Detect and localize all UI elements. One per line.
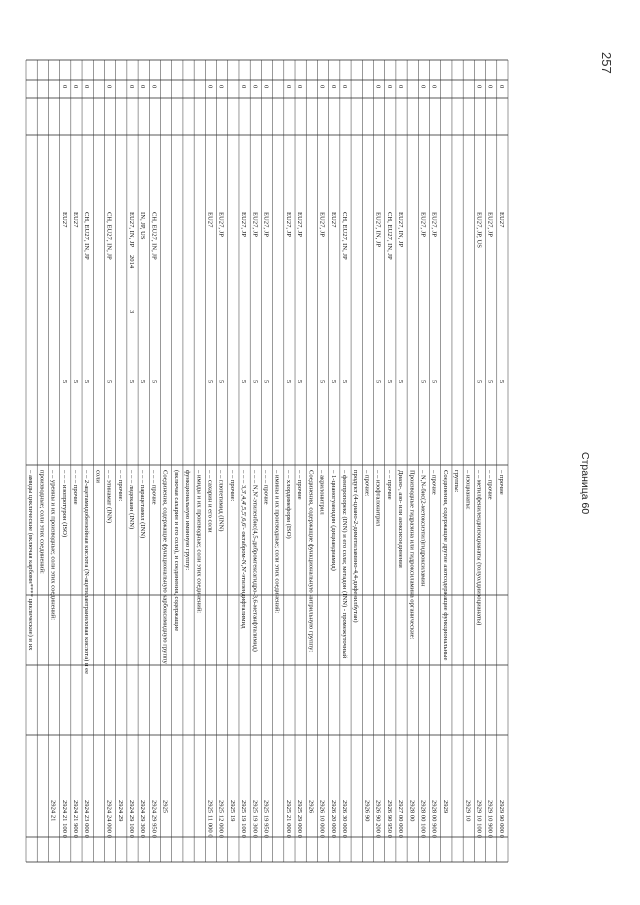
cell-countries: EU27, JP, US	[475, 212, 483, 248]
cell-zero-rate: 0	[397, 85, 405, 89]
cell-zero-rate: 0	[430, 85, 438, 89]
cell-countries: EU27, JP	[217, 212, 225, 237]
cell-countries: CH, EU27, IN, JP	[83, 212, 91, 260]
cell-code: 2925 11 000 0	[206, 800, 214, 838]
cell-zero-rate: 0	[284, 85, 292, 89]
cell-description: – – – прочие	[71, 470, 79, 505]
cell-code: 2926 10 000 0	[318, 800, 326, 838]
cell-description: – – прочие:	[116, 470, 124, 502]
cell-description: – фенпропорекс (INN) и его соли; метадон (INN) - промежуточный	[340, 470, 348, 659]
cell-code: 2925 19	[228, 800, 236, 822]
cell-description: – – – изопротурон (ISO)	[60, 470, 68, 538]
cell-rate: 5	[284, 380, 292, 384]
cell-code: 2929 10	[464, 800, 472, 822]
cell-zero-rate: 0	[71, 85, 79, 89]
cell-description: соли	[94, 470, 102, 483]
cell-description: – – метилфенилендиизоцианаты (толуолдиизоцианаты)	[475, 470, 483, 626]
cell-description: – – – прочие	[150, 470, 158, 505]
cell-code: 2924 29 300 0	[139, 800, 147, 838]
cell-zero-rate: 0	[262, 85, 270, 89]
cell-code: 2924 23 000 0	[83, 800, 91, 838]
cell-description: (включая сахарин и его соли), и соединения, содержащие	[172, 470, 180, 632]
cell-code: 2926 90 200 0	[374, 800, 382, 838]
cell-countries: EU27, JP	[240, 212, 248, 237]
cell-rate: 5	[71, 380, 79, 384]
cell-rate: 5	[318, 380, 326, 384]
cell-code: 2926 90	[363, 800, 371, 822]
cell-zero-rate: 0	[240, 85, 248, 89]
cell-description: – – – 3,3',4,4',5,5',6,6'- октабром-N,N'-этилендифталимид	[240, 470, 248, 629]
cell-description: – прочие	[497, 470, 505, 495]
cell-zero-rate: 0	[419, 85, 427, 89]
cell-zero-rate: 0	[318, 85, 326, 89]
cell-description: – – прочие	[486, 470, 494, 500]
cell-rate: 5	[217, 380, 225, 384]
cell-code: 2926	[307, 800, 315, 814]
cell-countries: EU27, JP	[419, 212, 427, 237]
cell-countries: CH, EU27, IN, JP	[385, 212, 393, 260]
cell-countries: EU27, JP	[262, 212, 270, 237]
cell-description: Производные гидразина или гидроксиламина органические:	[408, 470, 416, 640]
cell-description: – – – лидокаин (INN)	[128, 470, 136, 530]
cell-description: Соединения, содержащие функциональную карбоксимидную группу	[161, 470, 169, 664]
cell-code: 2926 30 000 0	[340, 800, 348, 838]
cell-countries: EU27, JP	[284, 212, 292, 237]
cell-code: 2926 90 950 0	[385, 800, 393, 838]
cell-description: – – прочие	[385, 470, 393, 500]
cell-description: – амиды циклические (включая карбомн**** циклические) и их	[27, 470, 35, 651]
cell-description: Соединения, содержащие другие азотсодержащие функциональные	[441, 470, 449, 661]
cell-description: – – хлордимеформ (ISO)	[284, 470, 292, 539]
cell-zero-rate: 0	[385, 85, 393, 89]
cell-rate: 5	[105, 380, 113, 384]
cell-rate: 5	[60, 380, 68, 384]
cell-code: 2927 00 000 0	[397, 800, 405, 838]
cell-description: – 1-цианогуанидин (дициандиамид)	[329, 470, 337, 571]
cell-description: – – сахарин и его соли	[206, 470, 214, 533]
cell-countries: EU27, JP	[296, 212, 304, 237]
cell-rate: 5	[475, 380, 483, 384]
cell-code: 2929 10 900 0	[486, 800, 494, 838]
cell-countries: EU27, JP	[251, 212, 259, 237]
cell-countries: CH, EU27, IN, JP	[105, 212, 113, 260]
cell-code: 2926 20 000 0	[329, 800, 337, 838]
cell-zero-rate: 0	[60, 85, 68, 89]
cell-code: 2929 10 100 0	[475, 800, 483, 838]
cell-description: производные; соли этих соединений:	[38, 470, 46, 574]
cell-countries: IN, JP, US	[139, 212, 147, 240]
cell-rate: 5	[206, 380, 214, 384]
cell-description: – имиды и их производные; соли этих соединений:	[195, 470, 203, 614]
cell-zero-rate: 0	[296, 85, 304, 89]
cell-code: 2924 21 100 0	[60, 800, 68, 838]
cell-zero-rate: 0	[329, 85, 337, 89]
cell-description: – – – N,N'-этиленбис(4,5-дибромгексагидро-3,6-метанфталимид)	[251, 470, 259, 652]
cell-description: – имины и их производные; соли этих соединений:	[273, 470, 281, 614]
cell-countries: EU27	[60, 212, 68, 228]
cell-countries: EU27, IN, JP	[128, 212, 136, 248]
cell-rate: 5	[486, 380, 494, 384]
cell-description: Диазо-, азо- или азоксисоединения	[397, 470, 405, 568]
cell-countries: EU27, JP	[430, 212, 438, 237]
cell-zero-rate: 0	[206, 85, 214, 89]
cell-zero-rate: 0	[139, 85, 147, 89]
cell-rate: 5	[128, 380, 136, 384]
cell-code: 2924 29 100 0	[128, 800, 136, 838]
cell-code: 2924 21	[49, 800, 57, 822]
cell-description: функциональную иминную группу:	[184, 470, 192, 571]
cell-description: – прочие:	[363, 470, 371, 497]
cell-year: 2014	[128, 255, 136, 269]
cell-description: – акрилонитрил	[318, 470, 326, 515]
cell-code: 2925 19 300 0	[251, 800, 259, 838]
cell-rate: 5	[251, 380, 259, 384]
cell-zero-rate: 0	[217, 85, 225, 89]
handwritten-page-number: 257	[599, 52, 614, 74]
cell-zero-rate: 0	[374, 85, 382, 89]
tariff-table	[26, 60, 508, 862]
cell-countries: EU27	[497, 212, 505, 228]
cell-rate: 5	[340, 380, 348, 384]
cell-code: 2924 24 000 0	[105, 800, 113, 838]
cell-rate: 5	[374, 380, 382, 384]
cell-description: – – глютетимид (INN)	[217, 470, 225, 532]
cell-code: 2928 00 900 0	[430, 800, 438, 838]
cell-zero-rate: 0	[251, 85, 259, 89]
cell-code: 2925 19 100 0	[240, 800, 248, 838]
cell-code: 2928 00 100 0	[419, 800, 427, 838]
cell-code: 2924 29	[116, 800, 124, 822]
cell-countries: EU27	[71, 212, 79, 228]
cell-rate: 5	[397, 380, 405, 384]
cell-countries: EU27, JP	[486, 212, 494, 237]
cell-rate: 5	[150, 380, 158, 384]
cell-zero-rate: 0	[475, 85, 483, 89]
cell-rate: 5	[262, 380, 270, 384]
cell-description: – прочие	[430, 470, 438, 495]
cell-zero-rate: 0	[128, 85, 136, 89]
cell-rate: 5	[296, 380, 304, 384]
cell-description: – изоцианаты:	[464, 470, 472, 510]
cell-zero-rate: 0	[340, 85, 348, 89]
cell-rate: 5	[83, 380, 91, 384]
cell-description: – – – парацетамол (INN)	[139, 470, 147, 539]
cell-zero-rate: 0	[83, 85, 91, 89]
cell-rate: 5	[419, 380, 427, 384]
cell-description: – – изофталонитрил	[374, 470, 382, 527]
cell-description: – – прочие:	[228, 470, 236, 502]
cell-description: продукт (4-циано-2-диметиламино-4,4-дифенилбутан)	[352, 470, 360, 623]
cell-zero-rate: 0	[105, 85, 113, 89]
cell-code: 2925 21 000 0	[284, 800, 292, 838]
cell-zero-rate: 0	[497, 85, 505, 89]
cell-rate: 5	[497, 380, 505, 384]
cell-code: 2925 12 000 0	[217, 800, 225, 838]
cell-code: 2925 19 950 0	[262, 800, 270, 838]
cell-zero-rate: 0	[486, 85, 494, 89]
cell-rate: 5	[240, 380, 248, 384]
cell-countries: EU27	[329, 212, 337, 228]
cell-description: – – – прочие	[262, 470, 270, 505]
cell-rate: 5	[329, 380, 337, 384]
cell-code: 2925 29 000 0	[296, 800, 304, 838]
cell-code: 2929 90 000 0	[497, 800, 505, 838]
cell-code: 2929	[441, 800, 449, 814]
cell-countries: CH, EU27, IN, JP	[150, 212, 158, 260]
cell-countries: EU27, IN, JP	[397, 212, 405, 248]
cell-rate: 5	[430, 380, 438, 384]
cell-countries: EU27, IN, JP	[374, 212, 382, 248]
cell-description: – – уреины и их производные; соли этих соединений:	[49, 470, 57, 621]
cell-countries: EU27	[206, 212, 214, 228]
cell-code: 2924 21 900 0	[71, 800, 79, 838]
cell-rate: 5	[139, 380, 147, 384]
cell-countries: CH, EU27, IN, JP	[340, 212, 348, 260]
cell-description: – – прочие	[296, 470, 304, 500]
cell-code: 2928 00	[408, 800, 416, 822]
page-footer: Страница 60	[579, 452, 591, 515]
cell-description: – N,N-бис(2-метоксиэтил)гидроксиламин	[419, 470, 427, 587]
cell-code: 2924 29 950 0	[150, 800, 158, 838]
cell-description: Соединения, содержащие функциональную нитрильную группу:	[307, 470, 315, 653]
cell-zero-rate: 0	[150, 85, 158, 89]
cell-countries: EU27, JP	[318, 212, 326, 237]
cell-description: – – 2-ацетамидобензойная кислота (N-ацетилантраниловая кислота) и ее	[83, 470, 91, 675]
cell-code: 2925	[161, 800, 169, 814]
cell-reduction: 3	[128, 310, 136, 314]
cell-description: – – этинамат (INN)	[105, 470, 113, 524]
cell-description: группы:	[453, 470, 461, 493]
cell-rate: 5	[385, 380, 393, 384]
